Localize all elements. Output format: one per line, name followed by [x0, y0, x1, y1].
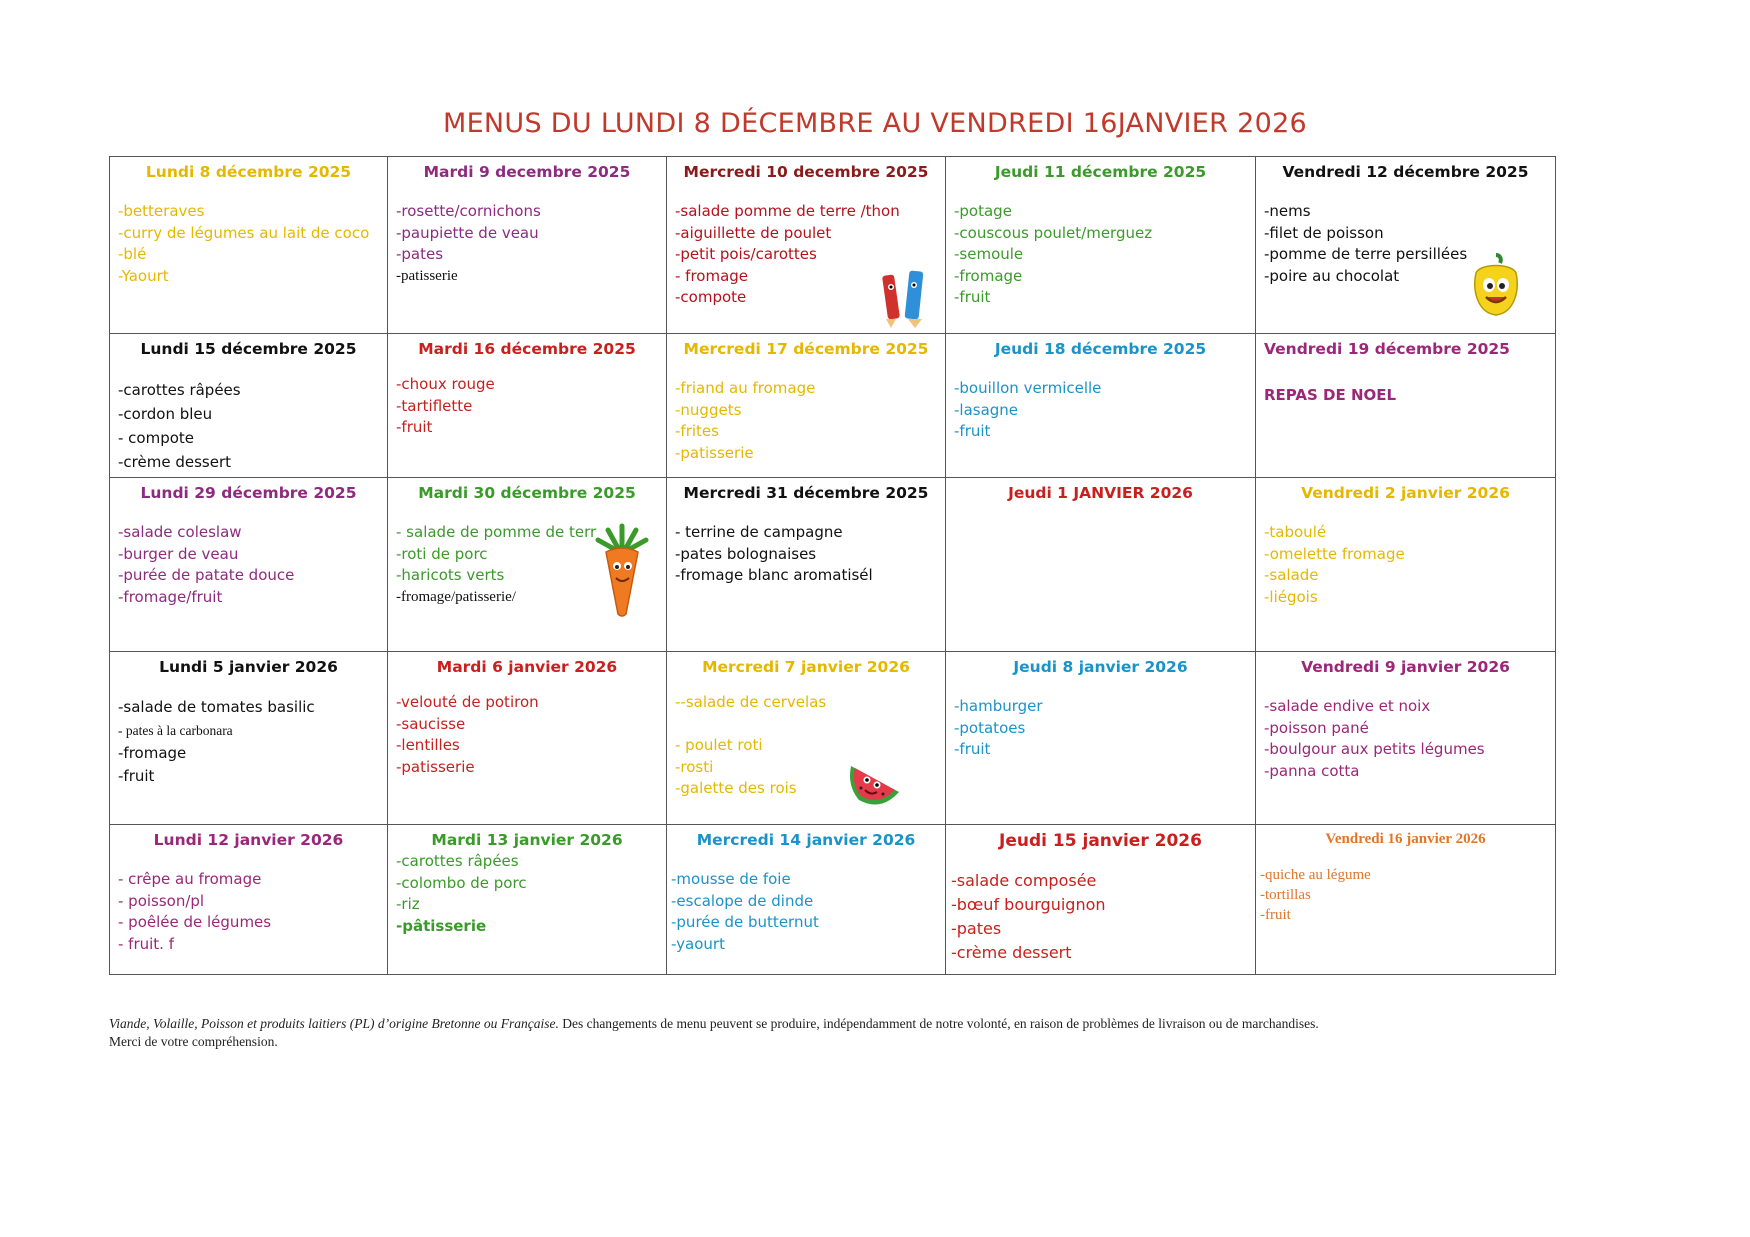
- day-cell: [110, 157, 388, 334]
- menu-item: -fruit: [1260, 907, 1291, 923]
- day-cell: [667, 334, 946, 478]
- menu-item: -potatoes: [954, 718, 1026, 737]
- day-title: Mardi 13 janvier 2026: [431, 831, 623, 849]
- menu-item: -nems: [1264, 202, 1311, 220]
- menu-item: -salade de tomates basilic: [118, 698, 315, 716]
- day-cell: [110, 825, 388, 975]
- menu-item: -Yaourt: [118, 266, 169, 285]
- day-title: Vendredi 12 décembre 2025: [1282, 163, 1529, 181]
- day-title: Lundi 5 janvier 2026: [159, 658, 338, 676]
- menu-item: -fromage: [118, 744, 187, 762]
- day-cell: [667, 478, 946, 652]
- day-title: Jeudi 18 décembre 2025: [994, 340, 1207, 358]
- day-cell: [946, 478, 1256, 652]
- day-cell: [110, 334, 388, 478]
- menu-item: - terrine de campagne: [675, 523, 843, 541]
- day-cell: [1256, 652, 1556, 825]
- carrot-icon: [588, 522, 654, 618]
- menu-item: -fromage: [954, 266, 1023, 285]
- menu-item: -poisson pané: [1264, 718, 1369, 737]
- menu-item: -carottes râpées: [396, 852, 519, 870]
- menu-item: -yaourt: [671, 934, 725, 953]
- menu-item: [675, 714, 945, 736]
- menu-item: -fromage blanc aromatisél: [675, 566, 873, 584]
- menu-item: - compote: [118, 429, 195, 447]
- menu-item: -liégois: [1264, 587, 1318, 606]
- menu-item: -riz: [396, 895, 420, 913]
- footer-thanks: Merci de votre compréhension.: [109, 1034, 278, 1049]
- menu-item: -lasagne: [954, 400, 1019, 419]
- day-title: Lundi 15 décembre 2025: [140, 340, 357, 358]
- menu-item: -nuggets: [675, 400, 742, 419]
- menu-item: -potage: [954, 202, 1012, 220]
- day-cell: [110, 652, 388, 825]
- day-title: Mercredi 14 janvier 2026: [696, 831, 916, 849]
- menu-item: -salade pomme de terre /thon: [675, 202, 900, 220]
- menu-item: -couscous poulet/merguez: [954, 223, 1153, 242]
- day-title: Jeudi 11 décembre 2025: [994, 163, 1207, 181]
- menu-item: -paupiette de veau: [396, 223, 539, 242]
- day-cell: [946, 652, 1256, 825]
- watermelon-icon: [845, 752, 905, 812]
- menu-item: -velouté de potiron: [396, 693, 539, 711]
- day-cell: [946, 334, 1256, 478]
- menu-item: -pates: [396, 245, 444, 263]
- menu-item: -fromage/patisserie/: [396, 588, 516, 605]
- menu-item: -tartiflette: [396, 396, 473, 415]
- menu-table: [109, 156, 1556, 975]
- menu-item: -bœuf bourguignon: [951, 895, 1106, 914]
- menu-item: -haricots verts: [396, 566, 505, 584]
- day-cell: [388, 157, 667, 334]
- menu-item: -quiche au légume: [1260, 867, 1371, 883]
- menu-item: -tortillas: [1260, 887, 1311, 903]
- day-title: Mercredi 10 decembre 2025: [683, 163, 929, 181]
- menu-item: -friand au fromage: [675, 379, 816, 397]
- menu-item: -betteraves: [118, 202, 205, 220]
- week-row: [110, 652, 1556, 825]
- menu-item: -omelette fromage: [1264, 544, 1405, 563]
- day-title: Lundi 12 janvier 2026: [153, 831, 344, 849]
- menu-item: -mousse de foie: [671, 870, 791, 888]
- day-title: Vendredi 2 janvier 2026: [1301, 484, 1510, 502]
- menu-item: -colombo de porc: [396, 873, 527, 892]
- menu-item: - pates à la carbonara: [118, 723, 233, 738]
- day-cell: [946, 157, 1256, 334]
- menu-item: -compote: [675, 288, 747, 306]
- menu-item: -pates bolognaises: [675, 544, 817, 563]
- menu-item: -crème dessert: [118, 453, 231, 471]
- page-title: MENUS DU LUNDI 8 DÉCEMBRE AU VENDREDI 16JANVIER 2026: [442, 108, 1308, 139]
- menu-item: - poêlée de légumes: [118, 913, 272, 931]
- menu-item: - fruit. f: [118, 934, 175, 953]
- day-title: Lundi 8 décembre 2025: [145, 163, 352, 181]
- menu-item: -purée de butternut: [671, 913, 819, 931]
- menu-item: -choux rouge: [396, 375, 495, 393]
- day-cell: [388, 334, 667, 478]
- menu-item: -salade coleslaw: [118, 523, 242, 541]
- menu-item: -galette des rois: [675, 779, 797, 797]
- menu-item: --salade de cervelas: [675, 693, 827, 711]
- menu-item: -crème dessert: [951, 943, 1072, 962]
- menu-item: -saucisse: [396, 714, 466, 733]
- day-cell: [1256, 478, 1556, 652]
- menu-item: -filet de poisson: [1264, 223, 1384, 242]
- menu-item: -curry de légumes au lait de coco: [118, 223, 370, 242]
- menu-item: -roti de porc: [396, 544, 488, 563]
- menu-item: - salade de pomme de terr: [396, 523, 597, 541]
- day-title: Mardi 16 décembre 2025: [418, 340, 636, 358]
- menu-item: -bouillon vermicelle: [954, 379, 1102, 397]
- day-title: Mardi 6 janvier 2026: [436, 658, 618, 676]
- menu-item: -frites: [675, 422, 719, 440]
- menu-item: -hamburger: [954, 697, 1043, 715]
- menu-item: -poire au chocolat: [1264, 266, 1400, 285]
- menu-item: -fromage/fruit: [118, 587, 223, 606]
- menu-item: - poulet roti: [675, 736, 763, 754]
- menu-item: -lentilles: [396, 736, 460, 754]
- day-cell: [1256, 334, 1556, 478]
- menu-item: -fruit: [118, 767, 155, 785]
- pepper-icon: [1466, 251, 1526, 319]
- menu-item: -boulgour aux petits légumes: [1264, 740, 1485, 758]
- menu-item: -aiguillette de poulet: [675, 223, 832, 242]
- menu-item: -salade: [1264, 566, 1319, 584]
- day-title: Mardi 30 décembre 2025: [418, 484, 636, 502]
- day-title: Lundi 29 décembre 2025: [140, 484, 357, 502]
- day-cell: [388, 825, 667, 975]
- menu-item: -pâtisserie: [396, 916, 487, 935]
- day-title: Mardi 9 decembre 2025: [423, 163, 631, 181]
- menu-item: -fruit: [954, 740, 991, 758]
- menu-item: -pates: [951, 919, 1002, 938]
- menu-item: -semoule: [954, 245, 1024, 263]
- menu-item: - fromage: [675, 266, 749, 285]
- week-row: [110, 157, 1556, 334]
- day-title: Jeudi 8 janvier 2026: [1013, 658, 1188, 676]
- menu-item: -carottes râpées: [118, 381, 241, 399]
- day-cell: [667, 157, 946, 334]
- week-row: [110, 478, 1556, 652]
- day-title: Mercredi 17 décembre 2025: [683, 340, 929, 358]
- week-row: [110, 334, 1556, 478]
- day-title: Mercredi 31 décembre 2025: [683, 484, 929, 502]
- day-cell: [388, 652, 667, 825]
- menu-item: -patisserie: [396, 757, 475, 776]
- menu-item: -rosette/cornichons: [396, 202, 541, 220]
- menu-item: - crêpe au fromage: [118, 870, 262, 888]
- day-cell: [388, 478, 667, 652]
- day-title: Mercredi 7 janvier 2026: [702, 658, 910, 676]
- menu-item: -rosti: [675, 757, 714, 776]
- menu-item: -patisserie: [675, 443, 754, 462]
- day-title: Vendredi 19 décembre 2025: [1264, 340, 1510, 358]
- menu-item: -salade endive et noix: [1264, 697, 1431, 715]
- menu-item: -taboulé: [1264, 523, 1327, 541]
- special-meal: REPAS DE NOEL: [1264, 386, 1397, 404]
- day-title: Jeudi 15 janvier 2026: [999, 831, 1202, 851]
- footer-disclaimer: Des changements de menu peuvent se produire, indépendamment de notre volonté, en raison de problèmes de livraison ou de marchandises.: [558, 1016, 1319, 1031]
- menu-item: -petit pois/carottes: [675, 245, 817, 263]
- menu-item: - poisson/pl: [118, 891, 205, 910]
- week-row: [110, 825, 1556, 975]
- day-cell: [1256, 825, 1556, 975]
- menu-item: -fruit: [954, 422, 991, 440]
- day-title: Vendredi 16 janvier 2026: [1325, 831, 1486, 847]
- pencils-icon: [877, 265, 939, 329]
- menu-item: -salade composée: [951, 871, 1097, 890]
- menu-item: -patisserie: [396, 267, 458, 284]
- day-cell: [110, 478, 388, 652]
- day-cell: [667, 652, 946, 825]
- footer-origin: Viande, Volaille, Poisson et produits laitiers (PL) d’origine Bretonne ou Française.: [109, 1016, 559, 1031]
- menu-item: -cordon bleu: [118, 405, 213, 423]
- menu-item: -burger de veau: [118, 544, 239, 563]
- menu-item: -fruit: [396, 418, 433, 436]
- menu-item: -panna cotta: [1264, 761, 1360, 780]
- day-cell: [667, 825, 946, 975]
- menu-item: -fruit: [954, 288, 991, 306]
- menu-item: -escalope de dinde: [671, 891, 814, 910]
- day-title: Vendredi 9 janvier 2026: [1301, 658, 1510, 676]
- menu-item: -blé: [118, 245, 147, 263]
- footer-note: [109, 1015, 1559, 1051]
- day-title: Jeudi 1 JANVIER 2026: [1008, 484, 1193, 502]
- day-cell: [946, 825, 1256, 975]
- menu-item: -purée de patate douce: [118, 566, 295, 584]
- menu-item: -pomme de terre persillées: [1264, 245, 1468, 263]
- day-cell: [1256, 157, 1556, 334]
